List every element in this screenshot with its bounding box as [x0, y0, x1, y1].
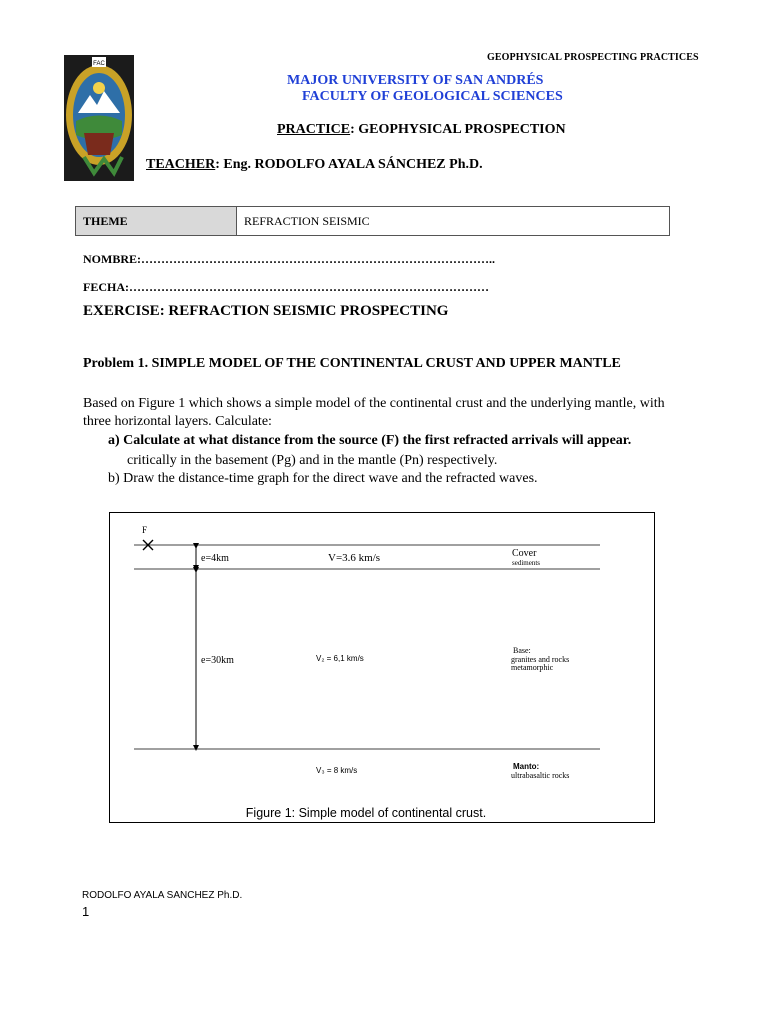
e2-label: e=30km	[201, 655, 234, 666]
faculty-name: FACULTY OF GEOLOGICAL SCIENCES	[302, 89, 563, 104]
problem-text: Based on Figure 1 which shows a simple model of the continental crust and the underlying mantle, with three horizontal layers. Calculate:	[83, 396, 665, 429]
logo-text: FAC	[93, 61, 105, 67]
theme-key-cell: THEME	[76, 207, 237, 236]
question-b: b) Draw the distance-time graph for the direct wave and the refracted waves.	[108, 471, 538, 486]
practice-line	[277, 122, 566, 138]
fecha-field[interactable]: FECHA:………………………………………………………………………………	[83, 280, 489, 294]
e1-label: e=4km	[201, 553, 229, 564]
teacher-value: : Eng. RODOLFO AYALA SÁNCHEZ Ph.D.	[215, 157, 483, 172]
practice-value: : GEOPHYSICAL PROSPECTION	[350, 122, 566, 137]
layer3-name: Manto:	[513, 762, 540, 771]
problem-title: Problem 1. SIMPLE MODEL OF THE CONTINENTAL CRUST AND UPPER MANTLE	[83, 356, 621, 371]
exercise-title: EXERCISE: REFRACTION SEISMIC PROSPECTING	[83, 303, 449, 319]
table-row	[76, 207, 670, 236]
source-label: F	[142, 525, 148, 535]
layer2-sub1: granites and rocks	[511, 655, 570, 664]
layer2-name: Base:	[513, 646, 531, 655]
theme-table	[75, 206, 670, 236]
figure-caption: Figure 1: Simple model of continental crust.	[245, 806, 487, 820]
figure-frame	[109, 512, 655, 823]
v1-label: V=3.6 km/s	[328, 552, 381, 564]
university-name: MAJOR UNIVERSITY OF SAN ANDRÉS	[287, 73, 544, 88]
running-header: GEOPHYSICAL PROSPECTING PRACTICES	[487, 52, 699, 63]
layer3-sub: ultrabasaltic rocks	[511, 771, 570, 780]
page-number: 1	[82, 904, 90, 919]
teacher-line	[146, 157, 483, 173]
university-seal-logo	[64, 55, 134, 181]
v3-label: V₃ = 8 km/s	[316, 766, 358, 775]
teacher-label: TEACHER	[146, 157, 216, 172]
layer1-name: Cover	[512, 548, 537, 559]
layer1-sub: sediments	[512, 559, 540, 567]
question-a: a) Calculate at what distance from the source (F) the first refracted arrivals will appear.	[108, 433, 632, 448]
crust-model-diagram	[110, 513, 654, 822]
nombre-field[interactable]: NOMBRE:……………………………………………………………………………..	[83, 252, 495, 266]
practice-label: PRACTICE	[277, 122, 351, 137]
v2-label: V₂ = 6,1 km/s	[316, 654, 364, 663]
theme-value-cell: REFRACTION SEISMIC	[237, 207, 670, 236]
question-a-continuation: critically in the basement (Pg) and in the mantle (Pn) respectively.	[127, 453, 498, 468]
footer-author: RODOLFO AYALA SANCHEZ Ph.D.	[82, 890, 243, 901]
layer2-sub2: metamorphic	[511, 663, 554, 672]
